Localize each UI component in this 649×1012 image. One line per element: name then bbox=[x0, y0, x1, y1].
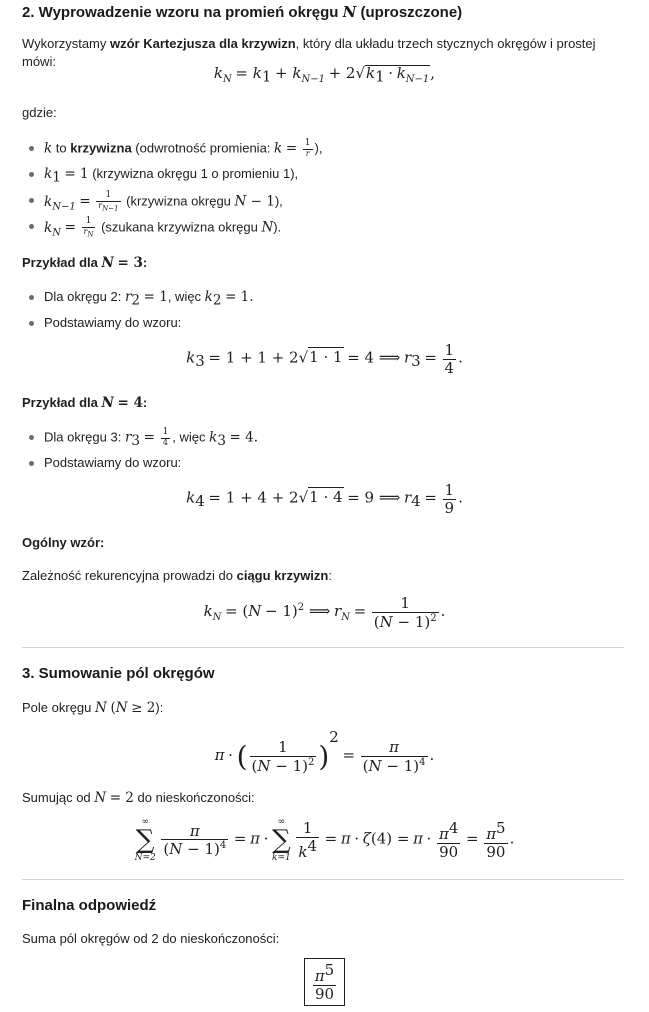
bullet-dot bbox=[29, 435, 34, 440]
general-label: Ogólny wzór: bbox=[22, 535, 105, 550]
area-formula: π · ( $\frac{1}{(N - 1)^2}$ )$^2$ = $\frac{\pi}{(N - 1)^4}$ . bbox=[214, 728, 435, 775]
sum-formula: ∞ ∑ N=2 $\frac{\pi}{(N - 1)^4}$ = π · ∞ ∑ k=1 $\frac{1}{k^4}$ = π · ζ(4) = π · $\frac{\pi^4}{90}$ = $\frac{\pi^5}{90}$ . bbox=[134, 817, 515, 863]
recurrence-paragraph: Zależność rekurencyjna prowadzi do ciągu krzywizn: bbox=[22, 568, 332, 583]
section-2-heading bbox=[22, 3, 462, 21]
sum-paragraph: Sumując od N = 2 do nieskończoności: bbox=[22, 790, 255, 806]
area-paragraph: Pole okręgu N (N ≥ 2): bbox=[22, 700, 164, 716]
bullet-dot bbox=[29, 172, 34, 177]
list-item: Dla okręgu 2: $r_2 = 1$, więc $k_2 = 1$. bbox=[22, 288, 622, 314]
heading-suffix: (uproszczone) bbox=[356, 4, 463, 21]
definitions-list bbox=[22, 139, 622, 243]
example-3-list bbox=[22, 288, 622, 340]
bullet-dot bbox=[29, 461, 34, 466]
heading-text: 2. Wyprowadzenie wzoru na promień okręgu bbox=[22, 4, 343, 21]
example-4-label: Przykład dla N = 4: bbox=[22, 395, 148, 411]
section-3-heading: 3. Sumowanie pól okręgów bbox=[22, 665, 215, 682]
descartes-formula: $k_N = k_1 + k_{N-1} + 2√k_1 \cdot k_{N-1}$, bbox=[213, 64, 436, 86]
gdzie-label: gdzie: bbox=[22, 105, 57, 120]
list-item: Dla okręgu 3: $r_3$ = $\frac{1}{4}$ , więc $k_3 = 4$. bbox=[22, 428, 622, 454]
intro-bold: wzór Kartezjusza dla krzywizn bbox=[110, 36, 296, 51]
bullet-dot bbox=[29, 224, 34, 229]
list-item: $k_{N-1}$ = $\frac{1}{r_{N-1}}$ (krzywizna okręgu N − 1), bbox=[22, 191, 622, 217]
bullet-dot bbox=[29, 295, 34, 300]
divider bbox=[22, 879, 624, 880]
bullet-dot bbox=[29, 198, 34, 203]
final-heading: Finalna odpowiedź bbox=[22, 897, 157, 914]
bullet-dot bbox=[29, 146, 34, 151]
list-item: Podstawiamy do wzoru: bbox=[22, 314, 622, 340]
heading-var: N bbox=[342, 3, 357, 21]
list-item: k to krzywizna (odwrotność promienia: k = $\frac{1}{r}$ ), bbox=[22, 139, 622, 165]
intro-post: , który dla układu trzech stycznych okręgów i prostej mówi: bbox=[22, 36, 596, 69]
general-formula: $k_N = (N - 1)^2$ ⟹ $r_N$ = $\frac{1}{(N - 1)^2}$ . bbox=[203, 594, 446, 631]
intro-pre: Wykorzystamy bbox=[22, 36, 110, 51]
list-item: $k_1 = 1$ (krzywizna okręgu 1 o promieniu 1), bbox=[22, 165, 622, 191]
final-text: Suma pól okręgów od 2 do nieskończoności: bbox=[22, 931, 280, 946]
bullet-dot bbox=[29, 321, 34, 326]
divider bbox=[22, 647, 624, 648]
list-item: Podstawiamy do wzoru: bbox=[22, 454, 622, 480]
example-4-list bbox=[22, 428, 622, 480]
list-item: $k_N$ = $\frac{1}{r_N}$ (szukana krzywizna okręgu N). bbox=[22, 217, 622, 243]
example-4-formula: $k_4 = 1 + 4 + 2√1 \cdot 4 = 9$ ⟹ $r_4$ = $\frac{1}{9}$ . bbox=[186, 481, 463, 517]
example-3-label: Przykład dla N = 3: bbox=[22, 255, 148, 271]
final-answer: $\frac{\pi^5}{90}$ bbox=[0, 958, 649, 1006]
example-3-formula: $k_3 = 1 + 1 + 2√1 \cdot 1 = 4$ ⟹ $r_3$ = $\frac{1}{4}$ . bbox=[186, 341, 463, 377]
